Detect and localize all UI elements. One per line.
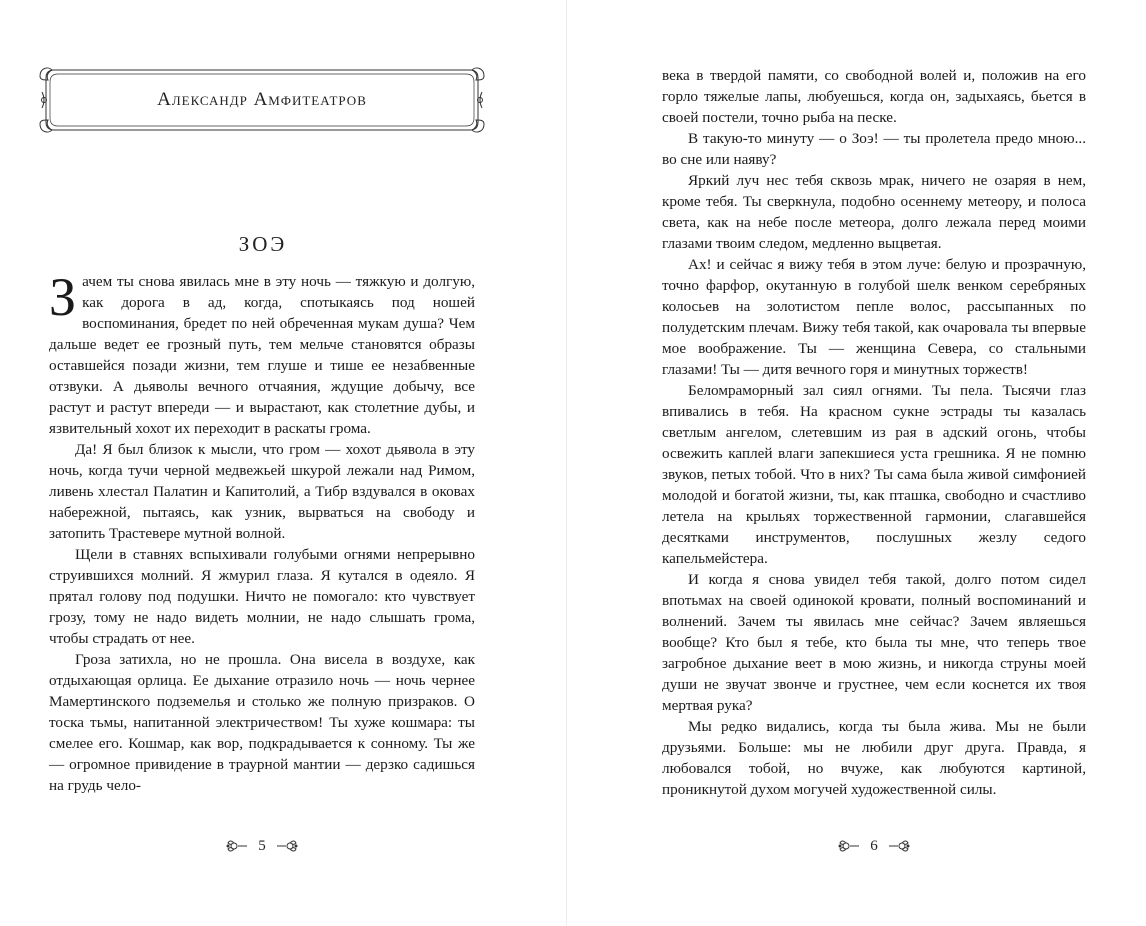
story-title: ЗОЭ [238, 232, 288, 256]
fleuron-icon [838, 839, 860, 853]
page-number-left [212, 834, 312, 858]
paragraph: Да! Я был близок к мысли, что гром — хохот дьявола в эту ночь, когда тучи черной медвежьей шкурой лежали над Римом, ливень хлестал Палатин и Капитолий, а Тибр вздувался в оковах набережной, пытаясь, как узник, вырваться на свободу и затопить Трастевере мутной волной. [49, 441, 475, 542]
fleuron-icon [276, 839, 298, 853]
paragraph-text: ачем ты снова явилась мне в эту ночь — тяжкую и долгую, как дорога в ад, когда, спотыкаясь под ношей воспоминания, бредет по ней обреченная мукам душа? Чем дальше ведет ее грозный путь, тем мельче становятся образы оставшейся позади жизни, тем глуше и тише ее незабвенные отзвуки. А дьяволы вечного отчаяния, ждущие добычу, все растут и растут впереди — и вырастают, как столетние дубы, и язвительный хохот их переходит в раскаты грома. [49, 273, 475, 437]
page-gutter [566, 0, 567, 926]
page-number: 5 [258, 837, 266, 854]
fleuron-icon [888, 839, 910, 853]
paragraph: Ах! и сейчас я вижу тебя в этом луче: белую и прозрачную, точно фарфор, окутанную в голубой шелк венком серебряных колосьев на золотистом пепле волос, рассыпанных по полудетским плечам. Вижу тебя такой, как очаровала ты впервые мое воображение. Ты — женщина Севера, со стальными глазами! Ты — дитя вечного горя и минутных торжеств! [662, 256, 1086, 378]
running-header-frame [38, 66, 486, 134]
page-number-right [824, 834, 924, 858]
right-page [568, 0, 1146, 926]
paragraph: века в твердой памяти, со свободной волей и, положив на его горло тяжелые лапы, любуешься, когда он, задыхаясь, бьется в своей постели, точно рыба на песке. [662, 67, 1086, 126]
paragraph: Яркий луч нес тебя сквозь мрак, ничего не озаряя в нем, кроме тебя. Ты сверкнула, подобно осеннему метеору, и полоса света, как на небе после метеора, долго лежала перед моими глазами твоим следом, медленно выцветая. [662, 172, 1086, 252]
left-page [0, 0, 566, 926]
left-page-text [49, 267, 475, 796]
running-header-author: Александр Амфитеатров [157, 89, 367, 110]
paragraph: В такую-то минуту — о Зоэ! — ты пролетела предо мною... во сне или наяву? [662, 130, 1086, 168]
page-number: 6 [870, 837, 878, 854]
paragraph: Щели в ставнях вспыхивали голубыми огнями непрерывно струившихся молний. Я жмурил глаза. Я кутался в одеяло. Я прятал голову под подушки. Ничто не помогало: кто чувствует грозу, тому не надо видеть молнии, не надо слышать грома, чтобы страдать от нее. [49, 546, 475, 647]
drop-cap: З [49, 267, 77, 327]
paragraph [49, 267, 475, 439]
paragraph: Беломраморный зал сиял огнями. Ты пела. Тысячи глаз впивались в тебя. На красном сукне эстрады ты казалась светлым ангелом, слетевшим из рая в адский огонь, чтобы освежить каплей влаги запекшиеся уста грешника. Я не помню звуков, петых тобой. Что в них? Ты сама была живой симфонией молодой и богатой жизни, ты, как пташка, свободно и счастливо летела на крыльях торжественной гармонии, слагавшейся десятками инструментов, послушных жезлу седого капельмейстера. [662, 382, 1086, 567]
fleuron-icon [226, 839, 248, 853]
right-page-text [662, 65, 1086, 800]
paragraph: Гроза затихла, но не прошла. Она висела в воздухе, как отдыхающая орлица. Ее дыхание отразило ночь — ночь чернее Мамертинского подземелья и столько же полную призраков. О тоска тьмы, напитанной электричеством! Ты хуже кошмара: ты смелее его. Кошмар, как вор, подкрадывается к сонному. Ты же — огромное привидение в траурной мантии — дерзко садишься на грудь чело- [49, 651, 475, 794]
paragraph: И когда я снова увидел тебя такой, долго потом сидел впотьмах на своей одинокой кровати, полный воспоминаний и волнений. Зачем ты явилась мне сейчас? Зачем являешься вообще? Кто был я тебе, кто была ты мне, что теперь твое загробное дыхание веет в мою жизнь, и никогда струны моей души не звучат звонче и грустнее, чем если коснется их твоя мертвая рука? [662, 571, 1086, 714]
paragraph: Мы редко видались, когда ты была жива. Мы не были друзьями. Больше: мы не любили друг друга. Правда, я любовался тобой, но вчуже, как любуются картиной, проникнутой духом могучей художественной силы. [662, 718, 1086, 798]
